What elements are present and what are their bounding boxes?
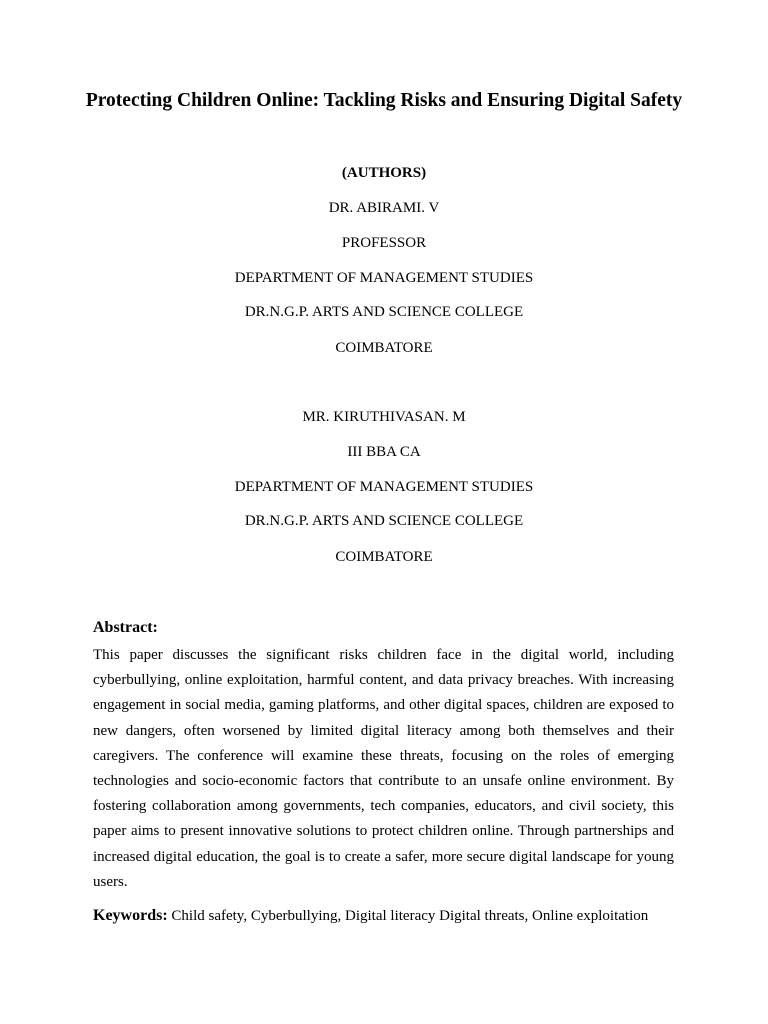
keywords-line [93, 905, 683, 927]
keywords-text: Child safety, Cyberbullying, Digital literacy Digital threats, Online exploitation [167, 908, 649, 924]
author2-role: III BBA CA [347, 444, 421, 460]
author2-department: DEPARTMENT OF MANAGEMENT STUDIES [234, 479, 534, 495]
author2-name: MR. KIRUTHIVASAN. M [302, 409, 466, 425]
author1-college: DR.N.G.P. ARTS AND SCIENCE COLLEGE [244, 304, 524, 320]
keywords-label: Keywords: [93, 907, 168, 924]
abstract-body: This paper discusses the significant risks children face in the digital world, including cyberbullying, online exploitation, harmful content, and data privacy breaches. With increasing engagement in social media, gaming platforms, and other digital spaces, children are exposed to new dangers, often worsened by limited digital literacy among both themselves and their caregivers. The conference will examine these threats, focusing on the roles of emerging technologies and socio-economic factors that contribute to an unsafe online environment. By fostering collaboration among governments, tech companies, educators, and civil society, this paper aims to present innovative solutions to protect children online. Through partnerships and increased digital education, the goal is to create a safer, more secure digital landscape for young users. [93, 647, 674, 890]
abstract-heading: Abstract: [93, 619, 158, 636]
author1-department: DEPARTMENT OF MANAGEMENT STUDIES [234, 270, 534, 286]
author1-role: PROFESSOR [341, 235, 427, 251]
paper-title: Protecting Children Online: Tackling Risks and Ensuring Digital Safety [85, 90, 683, 111]
authors-heading: (AUTHORS) [341, 165, 427, 181]
author1-city: COIMBATORE [335, 340, 433, 356]
author2-city: COIMBATORE [335, 549, 433, 565]
author1-name: DR. ABIRAMI. V [328, 200, 440, 216]
author2-college: DR.N.G.P. ARTS AND SCIENCE COLLEGE [244, 513, 524, 529]
